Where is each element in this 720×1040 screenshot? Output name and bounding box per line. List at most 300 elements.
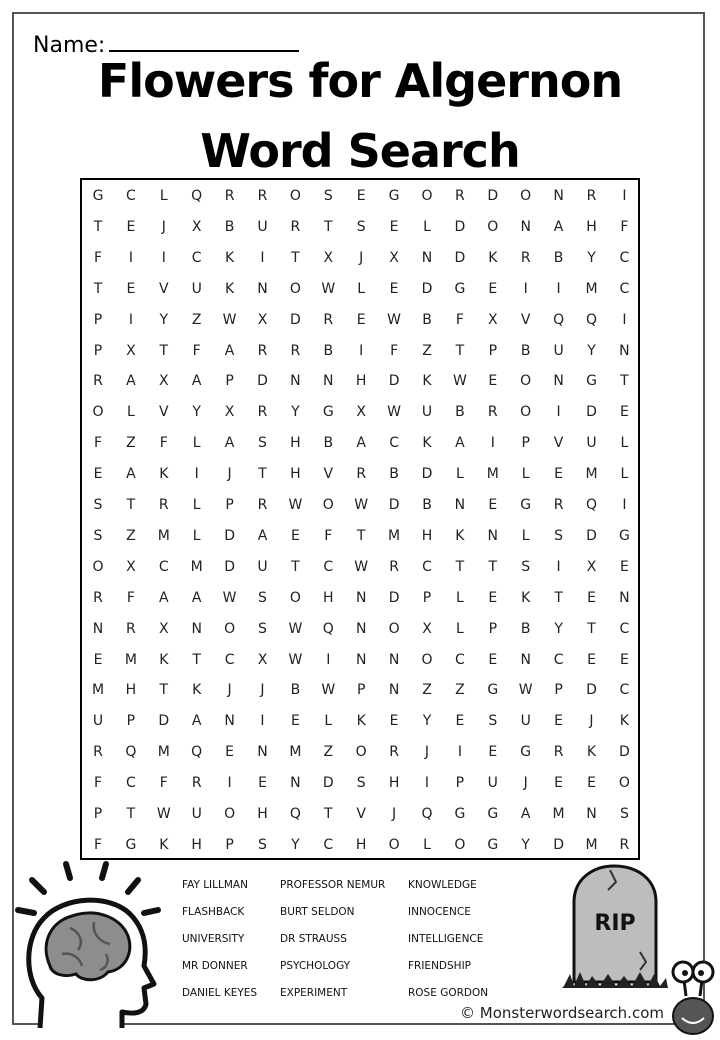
grid-letter[interactable]: P bbox=[93, 806, 103, 822]
grid-letter[interactable]: R bbox=[455, 188, 465, 204]
grid-letter[interactable]: D bbox=[586, 527, 597, 544]
grid-letter[interactable]: R bbox=[93, 589, 103, 606]
grid-letter[interactable]: O bbox=[92, 558, 104, 575]
grid-letter[interactable]: A bbox=[159, 589, 169, 606]
grid-letter[interactable]: X bbox=[126, 558, 136, 575]
grid-letter[interactable]: I bbox=[128, 249, 133, 266]
grid-letter[interactable]: T bbox=[192, 651, 201, 668]
grid-letter[interactable]: I bbox=[359, 342, 364, 359]
grid-letter[interactable]: W bbox=[288, 620, 303, 637]
grid-letter[interactable]: I bbox=[260, 249, 265, 266]
grid-letter[interactable]: Y bbox=[587, 249, 596, 266]
grid-letter[interactable]: A bbox=[257, 527, 268, 544]
grid-letter[interactable]: O bbox=[421, 651, 433, 668]
grid-letter[interactable]: N bbox=[355, 620, 367, 637]
grid-letter[interactable]: Q bbox=[289, 806, 301, 822]
grid-letter[interactable]: H bbox=[257, 806, 268, 822]
grid-letter[interactable]: G bbox=[520, 497, 532, 513]
grid-letter[interactable]: J bbox=[227, 682, 232, 699]
grid-letter[interactable]: T bbox=[324, 806, 333, 822]
grid-letter[interactable]: S bbox=[258, 836, 267, 853]
grid-letter[interactable]: I bbox=[490, 435, 495, 452]
grid-letter[interactable]: E bbox=[488, 589, 498, 606]
grid-letter[interactable]: S bbox=[258, 589, 267, 606]
grid-letter[interactable]: T bbox=[93, 280, 103, 297]
grid-letter[interactable]: R bbox=[389, 558, 399, 575]
grid-letter[interactable]: R bbox=[553, 497, 564, 513]
grid-letter[interactable]: Z bbox=[126, 527, 136, 544]
grid-letter[interactable]: C bbox=[619, 620, 630, 637]
grid-letter[interactable]: W bbox=[321, 682, 336, 699]
grid-letter[interactable]: E bbox=[554, 466, 564, 483]
grid-letter[interactable]: C bbox=[224, 651, 235, 668]
grid-letter[interactable]: E bbox=[587, 589, 596, 606]
grid-letter[interactable]: P bbox=[93, 342, 103, 359]
grid-letter[interactable]: P bbox=[225, 836, 234, 853]
grid-letter[interactable]: R bbox=[323, 311, 334, 328]
grid-letter[interactable]: V bbox=[553, 435, 564, 452]
grid-letter[interactable]: D bbox=[553, 836, 564, 853]
grid-letter[interactable]: Y bbox=[291, 404, 300, 421]
grid-letter[interactable]: D bbox=[421, 466, 433, 483]
grid-letter[interactable]: T bbox=[554, 589, 563, 606]
grid-letter[interactable]: R bbox=[586, 188, 597, 204]
grid-letter[interactable]: B bbox=[224, 218, 235, 235]
grid-letter[interactable]: J bbox=[161, 218, 166, 235]
grid-letter[interactable]: R bbox=[158, 497, 169, 513]
grid-letter[interactable]: J bbox=[260, 682, 265, 699]
grid-letter[interactable]: E bbox=[488, 280, 498, 297]
grid-letter[interactable]: A bbox=[224, 342, 235, 359]
grid-letter[interactable]: W bbox=[354, 497, 369, 513]
grid-letter[interactable]: E bbox=[389, 713, 399, 730]
grid-letter[interactable]: I bbox=[260, 713, 265, 730]
grid-letter[interactable]: O bbox=[92, 404, 104, 421]
grid-letter[interactable]: N bbox=[619, 589, 630, 606]
grid-letter[interactable]: B bbox=[455, 404, 465, 421]
grid-letter[interactable]: D bbox=[257, 373, 268, 390]
grid-letter[interactable]: U bbox=[487, 775, 498, 792]
grid-letter[interactable]: T bbox=[93, 218, 103, 235]
grid-letter[interactable]: H bbox=[290, 435, 301, 452]
grid-letter[interactable]: O bbox=[618, 775, 630, 792]
grid-letter[interactable]: D bbox=[290, 311, 301, 328]
grid-letter[interactable]: N bbox=[520, 218, 531, 235]
grid-letter[interactable]: N bbox=[421, 249, 433, 266]
grid-letter[interactable]: I bbox=[326, 651, 331, 668]
grid-letter[interactable]: P bbox=[422, 589, 432, 606]
grid-letter[interactable]: J bbox=[523, 775, 528, 792]
grid-letter[interactable]: I bbox=[194, 466, 199, 483]
grid-letter[interactable]: N bbox=[388, 651, 400, 668]
grid-letter[interactable]: L bbox=[159, 188, 168, 204]
grid-letter[interactable]: E bbox=[488, 744, 498, 761]
grid-letter[interactable]: T bbox=[455, 342, 465, 359]
grid-letter[interactable]: M bbox=[190, 558, 203, 575]
grid-letter[interactable]: D bbox=[322, 775, 334, 792]
grid-letter[interactable]: P bbox=[225, 497, 234, 513]
grid-letter[interactable]: Y bbox=[291, 836, 300, 853]
grid-letter[interactable]: A bbox=[553, 218, 564, 235]
grid-letter[interactable]: N bbox=[257, 280, 268, 297]
grid-letter[interactable]: N bbox=[355, 651, 367, 668]
grid-letter[interactable]: I bbox=[622, 497, 627, 513]
grid-letter[interactable]: A bbox=[126, 466, 136, 483]
grid-letter[interactable]: I bbox=[556, 404, 561, 421]
grid-letter[interactable]: R bbox=[257, 404, 268, 421]
grid-letter[interactable]: S bbox=[554, 527, 564, 544]
grid-letter[interactable]: E bbox=[356, 311, 366, 328]
grid-letter[interactable]: X bbox=[159, 373, 169, 390]
grid-letter[interactable]: Q bbox=[191, 744, 203, 761]
grid-letter[interactable]: C bbox=[389, 435, 399, 452]
grid-letter[interactable]: E bbox=[225, 744, 235, 761]
grid-letter[interactable]: R bbox=[257, 188, 268, 204]
grid-letter[interactable]: M bbox=[157, 527, 170, 544]
grid-letter[interactable]: U bbox=[421, 404, 433, 421]
grid-letter[interactable]: X bbox=[323, 249, 334, 266]
grid-letter[interactable]: C bbox=[126, 188, 136, 204]
grid-letter[interactable]: O bbox=[487, 218, 499, 235]
grid-letter[interactable]: H bbox=[421, 527, 433, 544]
grid-letter[interactable]: I bbox=[457, 744, 462, 761]
grid-letter[interactable]: L bbox=[423, 218, 431, 235]
grid-letter[interactable]: P bbox=[488, 620, 498, 637]
grid-letter[interactable]: G bbox=[92, 188, 104, 204]
grid-letter[interactable]: W bbox=[387, 404, 402, 421]
grid-letter[interactable]: N bbox=[323, 373, 334, 390]
grid-letter[interactable]: G bbox=[487, 682, 499, 699]
grid-letter[interactable]: K bbox=[422, 435, 432, 452]
grid-letter[interactable]: F bbox=[93, 435, 103, 452]
grid-letter[interactable]: B bbox=[290, 682, 301, 699]
grid-letter[interactable]: C bbox=[191, 249, 202, 266]
grid-letter[interactable]: T bbox=[620, 373, 629, 390]
grid-letter[interactable]: B bbox=[323, 342, 334, 359]
grid-letter[interactable]: N bbox=[92, 620, 104, 637]
grid-letter[interactable]: D bbox=[454, 249, 466, 266]
grid-letter[interactable]: L bbox=[192, 435, 201, 452]
grid-letter[interactable]: O bbox=[388, 836, 400, 853]
grid-letter[interactable]: V bbox=[159, 404, 169, 421]
grid-letter[interactable]: R bbox=[619, 836, 630, 853]
grid-letter[interactable]: F bbox=[159, 435, 168, 452]
grid-letter[interactable]: B bbox=[323, 435, 334, 452]
grid-letter[interactable]: X bbox=[257, 311, 268, 328]
grid-letter[interactable]: T bbox=[291, 249, 300, 266]
grid-letter[interactable]: R bbox=[520, 249, 531, 266]
grid-letter[interactable]: V bbox=[356, 806, 366, 822]
grid-letter[interactable]: Y bbox=[422, 713, 432, 730]
grid-letter[interactable]: Y bbox=[554, 620, 563, 637]
grid-letter[interactable]: T bbox=[126, 497, 136, 513]
grid-letter[interactable]: T bbox=[258, 466, 267, 483]
grid-letter[interactable]: G bbox=[520, 744, 532, 761]
grid-letter[interactable]: E bbox=[389, 218, 399, 235]
grid-letter[interactable]: W bbox=[518, 682, 533, 699]
grid-letter[interactable]: C bbox=[323, 836, 334, 853]
grid-letter[interactable]: A bbox=[191, 373, 202, 390]
grid-letter[interactable]: E bbox=[488, 651, 498, 668]
grid-letter[interactable]: W bbox=[156, 806, 171, 822]
grid-letter[interactable]: Y bbox=[159, 311, 169, 328]
grid-letter[interactable]: Z bbox=[422, 682, 432, 699]
grid-letter[interactable]: R bbox=[257, 497, 268, 513]
grid-letter[interactable]: G bbox=[618, 527, 630, 544]
grid-letter[interactable]: R bbox=[257, 342, 268, 359]
grid-letter[interactable]: G bbox=[388, 188, 400, 204]
grid-letter[interactable]: X bbox=[422, 620, 432, 637]
grid-letter[interactable]: X bbox=[159, 620, 169, 637]
grid-letter[interactable]: O bbox=[224, 620, 236, 637]
grid-letter[interactable]: X bbox=[356, 404, 366, 421]
grid-letter[interactable]: T bbox=[126, 806, 136, 822]
grid-letter[interactable]: M bbox=[585, 280, 598, 297]
grid-letter[interactable]: L bbox=[192, 527, 201, 544]
grid-letter[interactable]: I bbox=[622, 188, 627, 204]
grid-letter[interactable]: S bbox=[93, 527, 103, 544]
grid-letter[interactable]: O bbox=[289, 188, 301, 204]
grid-letter[interactable]: P bbox=[488, 342, 498, 359]
grid-letter[interactable]: H bbox=[355, 836, 367, 853]
grid-letter[interactable]: K bbox=[488, 249, 498, 266]
grid-letter[interactable]: M bbox=[388, 527, 401, 544]
grid-letter[interactable]: I bbox=[424, 775, 430, 792]
grid-letter[interactable]: S bbox=[323, 188, 333, 204]
grid-letter[interactable]: Q bbox=[421, 806, 433, 822]
grid-letter[interactable]: O bbox=[421, 188, 433, 204]
grid-letter[interactable]: R bbox=[487, 404, 498, 421]
grid-letter[interactable]: M bbox=[585, 466, 598, 483]
grid-letter[interactable]: K bbox=[159, 651, 169, 668]
grid-letter[interactable]: X bbox=[257, 651, 268, 668]
grid-letter[interactable]: G bbox=[454, 806, 466, 822]
grid-letter[interactable]: C bbox=[323, 558, 334, 575]
grid-letter[interactable]: L bbox=[620, 435, 629, 452]
grid-letter[interactable]: F bbox=[93, 836, 103, 853]
grid-letter[interactable]: P bbox=[93, 311, 103, 328]
grid-letter[interactable]: N bbox=[553, 188, 564, 204]
grid-letter[interactable]: D bbox=[388, 373, 400, 390]
grid-letter[interactable]: T bbox=[324, 218, 333, 235]
grid-letter[interactable]: R bbox=[356, 466, 367, 483]
grid-letter[interactable]: K bbox=[225, 280, 235, 297]
grid-letter[interactable]: V bbox=[323, 466, 334, 483]
grid-letter[interactable]: Z bbox=[126, 435, 136, 452]
grid-letter[interactable]: J bbox=[392, 806, 397, 822]
grid-letter[interactable]: L bbox=[455, 589, 464, 606]
grid-letter[interactable]: S bbox=[619, 806, 629, 822]
grid-letter[interactable]: U bbox=[191, 280, 202, 297]
grid-letter[interactable]: A bbox=[126, 373, 136, 390]
grid-letter[interactable]: X bbox=[126, 342, 136, 359]
grid-letter[interactable]: G bbox=[487, 806, 499, 822]
grid-letter[interactable]: J bbox=[359, 249, 364, 266]
grid-letter[interactable]: E bbox=[488, 373, 498, 390]
grid-letter[interactable]: K bbox=[159, 836, 169, 853]
grid-letter[interactable]: B bbox=[553, 249, 564, 266]
grid-letter[interactable]: F bbox=[93, 249, 103, 266]
grid-letter[interactable]: E bbox=[126, 218, 136, 235]
grid-letter[interactable]: T bbox=[587, 620, 596, 637]
grid-letter[interactable]: X bbox=[224, 404, 235, 421]
grid-letter[interactable]: D bbox=[586, 404, 597, 421]
grid-letter[interactable]: L bbox=[126, 404, 135, 421]
grid-letter[interactable]: M bbox=[157, 744, 170, 761]
grid-letter[interactable]: E bbox=[290, 527, 300, 544]
grid-letter[interactable]: R bbox=[191, 775, 202, 792]
grid-letter[interactable]: B bbox=[422, 497, 432, 513]
grid-letter[interactable]: F bbox=[93, 775, 103, 792]
grid-letter[interactable]: B bbox=[520, 620, 531, 637]
grid-letter[interactable]: F bbox=[159, 775, 168, 792]
grid-letter[interactable]: S bbox=[521, 558, 531, 575]
grid-letter[interactable]: N bbox=[290, 775, 301, 792]
grid-letter[interactable]: I bbox=[161, 249, 166, 266]
grid-letter[interactable]: W bbox=[452, 373, 467, 390]
grid-letter[interactable]: D bbox=[487, 188, 499, 204]
grid-letter[interactable]: Q bbox=[191, 188, 203, 204]
grid-letter[interactable]: E bbox=[93, 466, 103, 483]
grid-letter[interactable]: D bbox=[158, 713, 170, 730]
grid-letter[interactable]: W bbox=[321, 280, 336, 297]
grid-letter[interactable]: X bbox=[586, 558, 597, 575]
grid-letter[interactable]: M bbox=[91, 682, 105, 699]
grid-letter[interactable]: O bbox=[289, 589, 301, 606]
grid-letter[interactable]: E bbox=[587, 775, 596, 792]
grid-letter[interactable]: C bbox=[158, 558, 169, 575]
grid-letter[interactable]: E bbox=[619, 651, 629, 668]
grid-letter[interactable]: K bbox=[455, 527, 465, 544]
grid-letter[interactable]: E bbox=[389, 280, 399, 297]
grid-letter[interactable]: D bbox=[224, 527, 235, 544]
grid-letter[interactable]: E bbox=[619, 558, 629, 575]
grid-letter[interactable]: R bbox=[93, 373, 103, 390]
grid-letter[interactable]: N bbox=[388, 682, 400, 699]
grid-letter[interactable]: A bbox=[520, 806, 531, 822]
grid-letter[interactable]: J bbox=[424, 744, 430, 761]
grid-letter[interactable]: N bbox=[520, 651, 531, 668]
grid-letter[interactable]: O bbox=[520, 404, 532, 421]
grid-letter[interactable]: C bbox=[553, 651, 564, 668]
grid-letter[interactable]: N bbox=[257, 744, 268, 761]
grid-letter[interactable]: E bbox=[554, 713, 564, 730]
grid-letter[interactable]: K bbox=[422, 373, 432, 390]
grid-letter[interactable]: W bbox=[288, 497, 303, 513]
grid-letter[interactable]: G bbox=[586, 373, 597, 390]
grid-letter[interactable]: N bbox=[553, 373, 564, 390]
grid-letter[interactable]: T bbox=[159, 342, 169, 359]
grid-letter[interactable]: O bbox=[355, 744, 367, 761]
grid-letter[interactable]: D bbox=[586, 682, 597, 699]
name-line[interactable] bbox=[109, 30, 299, 52]
grid-letter[interactable]: L bbox=[521, 466, 530, 483]
grid-letter[interactable]: N bbox=[224, 713, 235, 730]
grid-letter[interactable]: K bbox=[159, 466, 169, 483]
grid-letter[interactable]: O bbox=[520, 188, 532, 204]
grid-letter[interactable]: L bbox=[455, 620, 464, 637]
grid-letter[interactable]: C bbox=[126, 775, 136, 792]
grid-letter[interactable]: N bbox=[191, 620, 202, 637]
grid-letter[interactable]: S bbox=[356, 775, 366, 792]
grid-letter[interactable]: E bbox=[619, 404, 629, 421]
grid-letter[interactable]: E bbox=[488, 497, 498, 513]
grid-letter[interactable]: N bbox=[586, 806, 597, 822]
grid-letter[interactable]: R bbox=[389, 744, 399, 761]
grid-letter[interactable]: C bbox=[422, 558, 432, 575]
grid-letter[interactable]: I bbox=[523, 280, 528, 297]
grid-letter[interactable]: K bbox=[619, 713, 629, 730]
grid-letter[interactable]: Q bbox=[585, 497, 598, 513]
grid-letter[interactable]: H bbox=[388, 775, 400, 792]
grid-letter[interactable]: R bbox=[290, 218, 301, 235]
grid-letter[interactable]: R bbox=[290, 342, 301, 359]
grid-letter[interactable]: O bbox=[454, 836, 466, 853]
grid-letter[interactable]: M bbox=[124, 651, 137, 668]
grid-letter[interactable]: Q bbox=[125, 744, 137, 761]
grid-letter[interactable]: V bbox=[520, 311, 531, 328]
grid-letter[interactable]: L bbox=[324, 713, 333, 730]
grid-letter[interactable]: S bbox=[488, 713, 498, 730]
grid-letter[interactable]: T bbox=[159, 682, 169, 699]
grid-letter[interactable]: N bbox=[290, 373, 301, 390]
grid-letter[interactable]: B bbox=[520, 342, 531, 359]
grid-letter[interactable]: A bbox=[356, 435, 366, 452]
grid-letter[interactable]: P bbox=[356, 682, 366, 699]
grid-letter[interactable]: W bbox=[288, 651, 303, 668]
grid-letter[interactable]: E bbox=[93, 651, 103, 668]
grid-letter[interactable]: W bbox=[387, 311, 402, 328]
grid-letter[interactable]: O bbox=[224, 806, 236, 822]
grid-letter[interactable]: Q bbox=[585, 311, 598, 328]
grid-letter[interactable]: E bbox=[258, 775, 267, 792]
grid-letter[interactable]: Y bbox=[587, 342, 596, 359]
grid-letter[interactable]: G bbox=[322, 404, 334, 421]
grid-letter[interactable]: I bbox=[556, 280, 561, 297]
grid-letter[interactable]: A bbox=[224, 435, 235, 452]
grid-letter[interactable]: K bbox=[356, 713, 366, 730]
grid-letter[interactable]: H bbox=[290, 466, 301, 483]
grid-letter[interactable]: R bbox=[224, 188, 235, 204]
grid-letter[interactable]: E bbox=[126, 280, 136, 297]
grid-letter[interactable]: G bbox=[125, 836, 137, 853]
grid-letter[interactable]: L bbox=[521, 527, 530, 544]
grid-letter[interactable]: D bbox=[619, 744, 630, 761]
grid-letter[interactable]: U bbox=[553, 342, 564, 359]
grid-letter[interactable]: C bbox=[619, 280, 630, 297]
grid-letter[interactable]: P bbox=[126, 713, 136, 730]
grid-letter[interactable]: I bbox=[227, 775, 232, 792]
grid-letter[interactable]: Z bbox=[455, 682, 465, 699]
grid-letter[interactable]: Y bbox=[521, 836, 530, 853]
grid-letter[interactable]: R bbox=[126, 620, 136, 637]
grid-letter[interactable]: P bbox=[455, 775, 465, 792]
grid-letter[interactable]: T bbox=[455, 558, 465, 575]
grid-letter[interactable]: H bbox=[125, 682, 137, 699]
grid-letter[interactable]: B bbox=[389, 466, 399, 483]
grid-letter[interactable]: K bbox=[586, 744, 597, 761]
grid-letter[interactable]: A bbox=[455, 435, 465, 452]
grid-letter[interactable]: N bbox=[487, 527, 499, 544]
grid-letter[interactable]: F bbox=[455, 311, 464, 328]
grid-letter[interactable]: D bbox=[454, 218, 466, 235]
grid-letter[interactable]: B bbox=[422, 311, 432, 328]
grid-letter[interactable]: P bbox=[554, 682, 563, 699]
grid-letter[interactable]: V bbox=[159, 280, 169, 297]
grid-letter[interactable]: U bbox=[92, 713, 104, 730]
grid-letter[interactable]: O bbox=[289, 280, 301, 297]
grid-letter[interactable]: L bbox=[620, 466, 629, 483]
